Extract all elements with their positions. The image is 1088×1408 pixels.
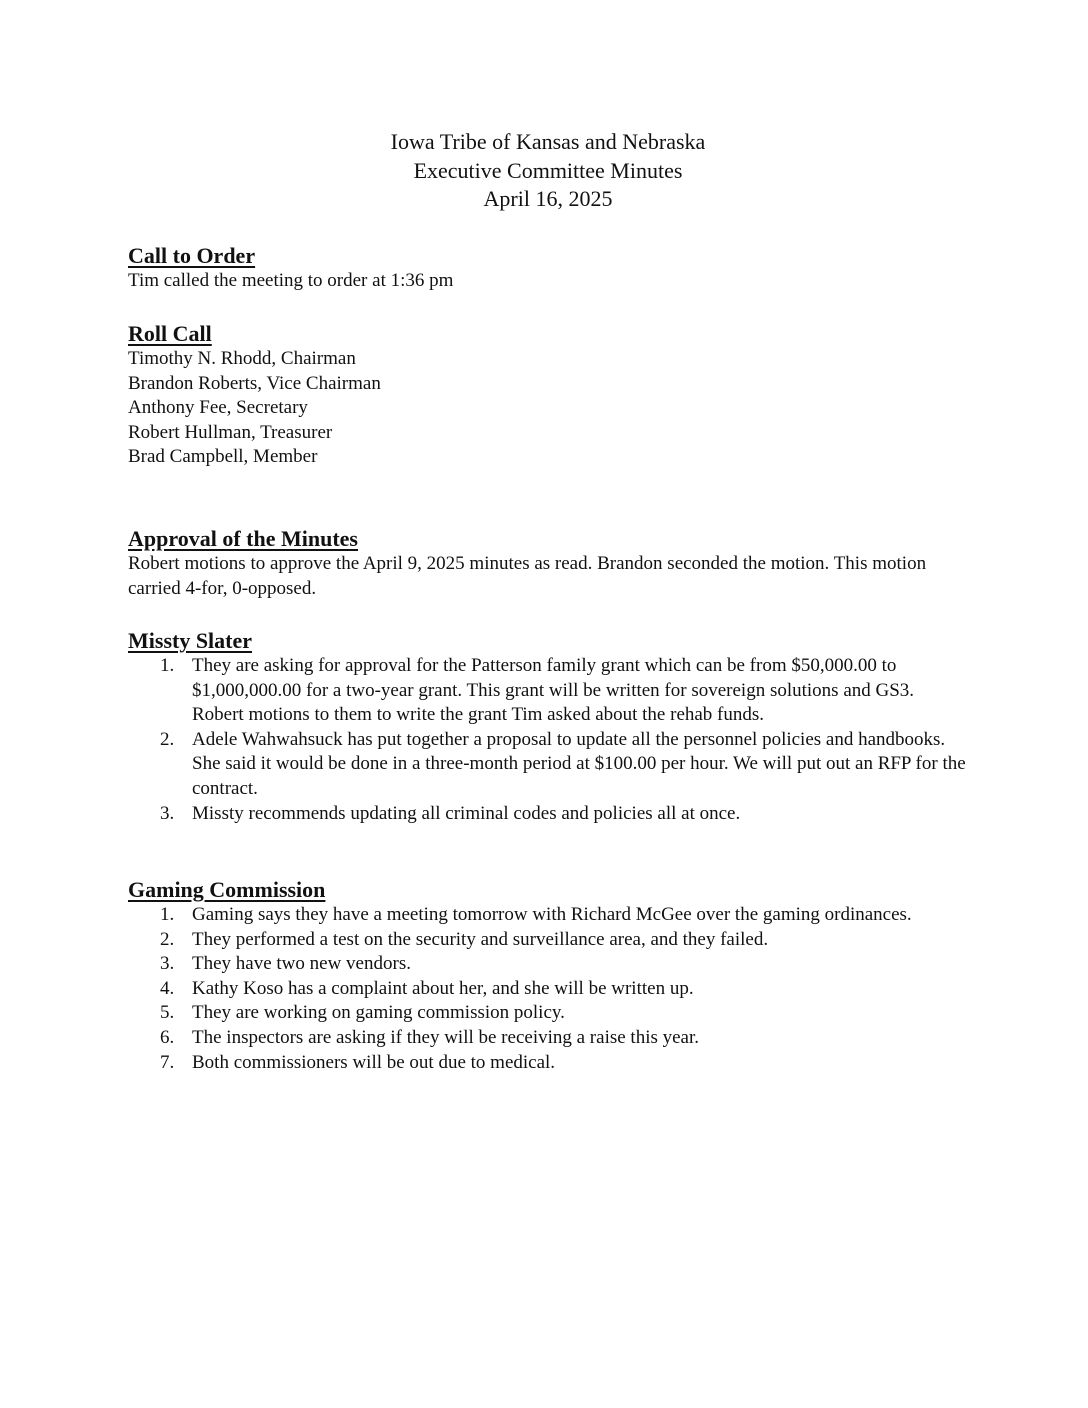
approval-text: Robert motions to approve the April 9, 2025 minutes as read. Brandon seconded the motion. This motion carried 4-for, 0-opposed.	[128, 553, 927, 599]
list-number: 6.	[160, 1026, 175, 1048]
section-gaming-commission	[128, 877, 968, 1075]
list-item-text: They are asking for approval for the Patterson family grant which can be from $50,000.00 to $1,000,000.00 for a two-year grant. This grant will be written for sovereign solutions and GS3.	[192, 655, 915, 701]
list-item-text: They are working on gaming commission policy.	[192, 1002, 565, 1024]
section-approval-of-minutes	[128, 526, 968, 601]
section-heading: Approval of the Minutes	[128, 526, 358, 551]
list-item	[128, 1026, 968, 1051]
list-number: 2.	[160, 728, 175, 750]
list-item-text: Adele Wahwahsuck has put together a proposal to update all the personnel policies and handbooks. She said it would be done in a three-month period at $100.00 per hour. We will put out an RFP for the contract.	[192, 728, 966, 799]
list-number: 3.	[160, 953, 175, 975]
missty-slater-list	[128, 654, 968, 826]
roll-call-member: Brandon Roberts, Vice Chairman	[128, 372, 381, 394]
list-item-text: They have two new vendors.	[192, 953, 411, 975]
call-to-order-text: Tim called the meeting to order at 1:36 pm	[128, 270, 454, 291]
list-number: 1.	[160, 655, 175, 676]
list-item-text: The inspectors are asking if they will be receiving a raise this year.	[192, 1026, 700, 1048]
section-missty-slater	[128, 628, 968, 826]
list-item	[128, 977, 968, 1002]
list-item-note: Robert motions to them to write the grant Tim asked about the rehab funds.	[192, 704, 765, 726]
list-item-text: Kathy Koso has a complaint about her, and she will be written up.	[192, 977, 694, 999]
list-number: 7.	[160, 1051, 175, 1073]
list-item-text: Both commissioners will be out due to medical.	[192, 1051, 556, 1073]
list-item	[128, 952, 968, 977]
list-item	[128, 903, 968, 928]
list-number: 5.	[160, 1002, 175, 1024]
section-heading: Roll Call	[128, 321, 212, 346]
section-call-to-order	[128, 243, 968, 294]
list-item-text: Gaming says they have a meeting tomorrow with Richard McGee over the gaming ordinances.	[192, 904, 912, 925]
list-number: 4.	[160, 977, 175, 999]
section-heading: Gaming Commission	[128, 877, 326, 902]
roll-call-member: Brad Campbell, Member	[128, 446, 318, 468]
section-roll-call	[128, 321, 968, 470]
organization-name: Iowa Tribe of Kansas and Nebraska	[390, 129, 706, 154]
list-number: 3.	[160, 802, 175, 824]
section-heading: Missty Slater	[128, 628, 253, 653]
roll-call-member: Anthony Fee, Secretary	[128, 397, 308, 419]
roll-call-member: Timothy N. Rhodd, Chairman	[128, 348, 356, 369]
list-number: 2.	[160, 928, 175, 950]
document-header	[128, 128, 968, 214]
list-item	[128, 1051, 968, 1076]
section-heading: Call to Order	[128, 243, 256, 268]
document-title: Executive Committee Minutes	[413, 157, 683, 183]
list-number: 1.	[160, 904, 175, 925]
list-item	[128, 654, 968, 728]
gaming-commission-list	[128, 903, 968, 1075]
list-item-text: Missty recommends updating all criminal codes and policies all at once.	[192, 802, 741, 824]
list-item	[128, 928, 968, 953]
list-item-text: They performed a test on the security and surveillance area, and they failed.	[192, 928, 769, 950]
meeting-date: April 16, 2025	[483, 186, 613, 211]
roll-call-member: Robert Hullman, Treasurer	[128, 421, 333, 443]
list-item	[128, 728, 968, 802]
list-item	[128, 1001, 968, 1026]
list-item	[128, 802, 968, 827]
